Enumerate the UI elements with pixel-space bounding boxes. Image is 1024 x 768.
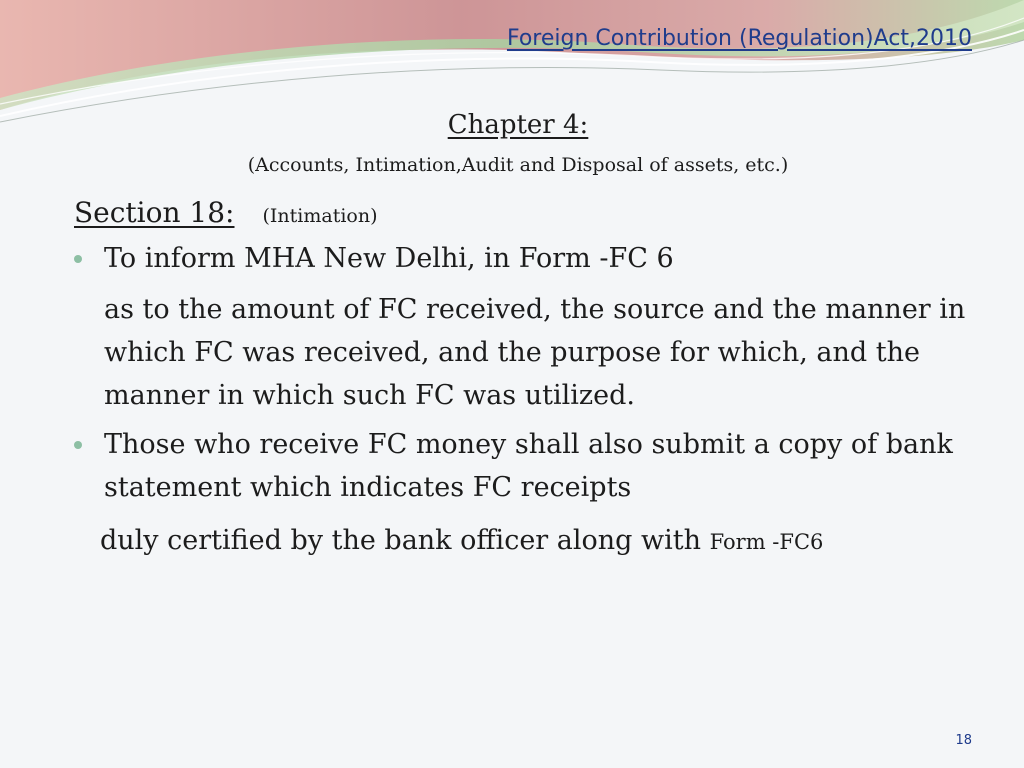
section-heading-line [74, 196, 984, 229]
bullet-text: Those who receive FC money shall also submit a copy of bank statement which indicates FC receipts [104, 429, 953, 503]
closing-form-text: Form -FC6 [709, 530, 824, 554]
slide-number: 18 [955, 733, 972, 748]
section-heading: Section 18: [74, 196, 235, 229]
slide-content [74, 196, 984, 564]
list-item [74, 423, 984, 509]
closing-line [100, 519, 984, 564]
slide-header-title: Foreign Contribution (Regulation)Act,2010 [506, 26, 972, 51]
bullet-continuation: as to the amount of FC received, the source and the manner in which FC was received, and the purpose for which, and the manner in which such FC was utilized. [104, 294, 966, 411]
closing-text: duly certified by the bank officer along with [100, 525, 710, 556]
bullet-list [74, 237, 984, 509]
chapter-title: Chapter 4: [447, 110, 589, 140]
list-item [74, 237, 984, 417]
bullet-text: To inform MHA New Delhi, in Form -FC 6 [104, 243, 674, 274]
bullet-dot-icon [74, 255, 82, 263]
bullet-dot-icon [74, 441, 82, 449]
section-subheading: (Intimation) [262, 205, 378, 227]
chapter-subtitle: (Accounts, Intimation,Audit and Disposal of assets, etc.) [247, 154, 789, 176]
chapter-block [0, 110, 1024, 176]
